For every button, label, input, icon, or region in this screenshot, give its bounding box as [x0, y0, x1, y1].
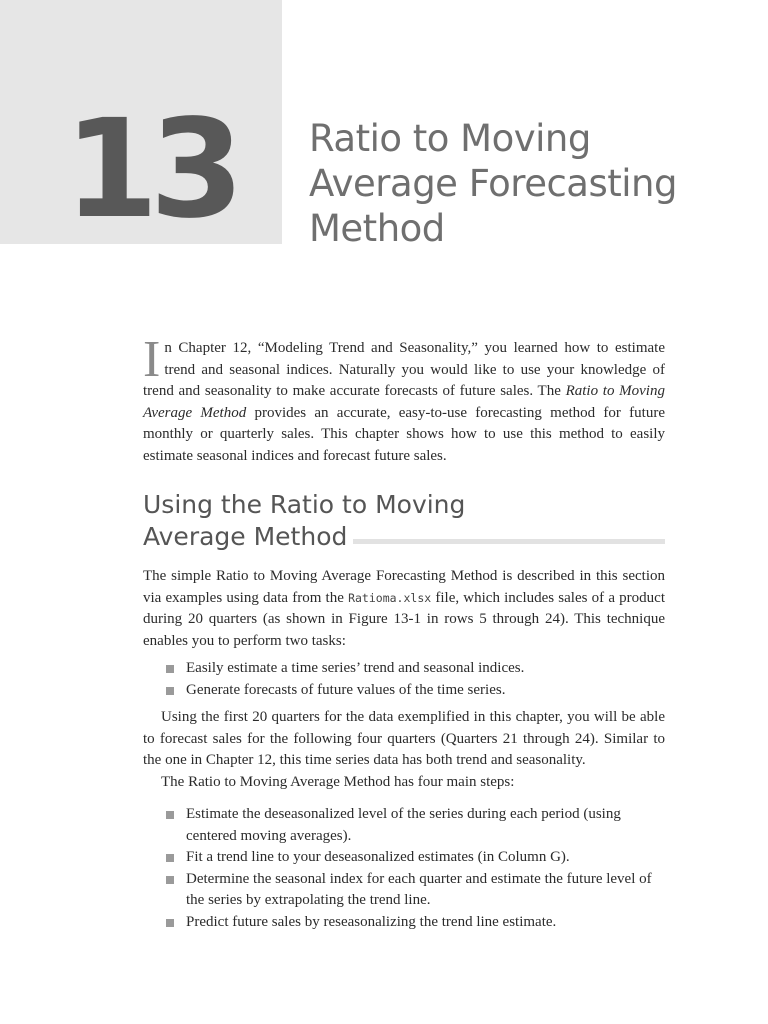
steps-list	[143, 804, 665, 933]
bullet-icon	[166, 811, 174, 819]
list-item-text: Determine the seasonal index for each quarter and estimate the future level of the series by extrapolating the trend line.	[186, 870, 652, 908]
bullet-icon	[166, 687, 174, 695]
chapter-title-line: Method	[309, 207, 445, 250]
paragraph-text: file, which includes sales of a product during 20 quarters (as shown in Figure 13-1 in rows 5 through 24). This technique enables you to perform two tasks:	[143, 589, 665, 649]
section-paragraph	[143, 566, 665, 652]
list-item	[186, 912, 665, 934]
tasks-list	[143, 658, 665, 701]
list-item-text: Predict future sales by reseasonalizing the trend line estimate.	[186, 913, 557, 930]
intro-paragraph	[143, 331, 665, 467]
section-heading	[143, 489, 665, 553]
heading-rule	[353, 539, 665, 544]
file-name: Ratioma.xlsx	[348, 590, 432, 605]
list-item	[186, 869, 665, 912]
bullet-icon	[166, 665, 174, 673]
list-item	[186, 847, 665, 869]
section-heading-line: Average Method	[143, 522, 348, 551]
section-heading-row	[143, 521, 665, 553]
list-item-text: Easily estimate a time series’ trend and seasonal indices.	[186, 660, 525, 676]
chapter-number-box	[0, 0, 282, 249]
bullet-icon	[166, 919, 174, 927]
chapter-number: 13	[64, 91, 236, 249]
list-item-text: Estimate the deseasonalized level of the series during each period (using centered moving averages).	[186, 806, 621, 844]
bullet-icon	[166, 854, 174, 862]
list-item-text: Generate forecasts of future values of the time series.	[186, 681, 506, 698]
paragraph-text: The simple Ratio to Moving Average Forecasting Method is described in this section via examples using data from the	[143, 568, 665, 606]
section-paragraph: Using the first 20 quarters for the data exemplified in this chapter, you will be able to forecast sales for the following four quarters (Quarters 21 through 24). Similar to the one in Chapter 12, this time series data has both trend and seasonality.	[143, 709, 665, 768]
list-item	[186, 658, 665, 680]
section-heading-line: Using the Ratio to Moving	[143, 490, 466, 519]
chapter-title-line: Average Forecasting	[309, 162, 677, 205]
intro-italic-term: Ratio to Moving Average Method	[143, 383, 665, 421]
list-item	[186, 680, 665, 702]
list-item-text: Fit a trend line to your deseasonalized estimates (in Column G).	[186, 849, 570, 865]
intro-text-part: n Chapter 12, “Modeling Trend and Seasonality,” you learned how to estimate trend and seasonal indices. Naturally you would like to use your knowledge of trend and seasonality to make accurate forecasts of future sales. The	[143, 340, 665, 399]
intro-text-part: provides an accurate, easy-to-use forecasting method for future monthly or quarterly sales. This chapter shows how to use this method to easily estimate seasonal indices and forecast future sales.	[143, 404, 665, 464]
section-paragraph: The Ratio to Moving Average Method has four main steps:	[161, 773, 515, 790]
section-body	[143, 566, 665, 939]
intro-text	[143, 331, 665, 467]
bullet-icon	[166, 876, 174, 884]
chapter-title-line: Ratio to Moving	[309, 117, 591, 160]
list-item	[186, 804, 665, 847]
chapter-title	[309, 116, 749, 251]
drop-cap: I	[143, 331, 161, 388]
